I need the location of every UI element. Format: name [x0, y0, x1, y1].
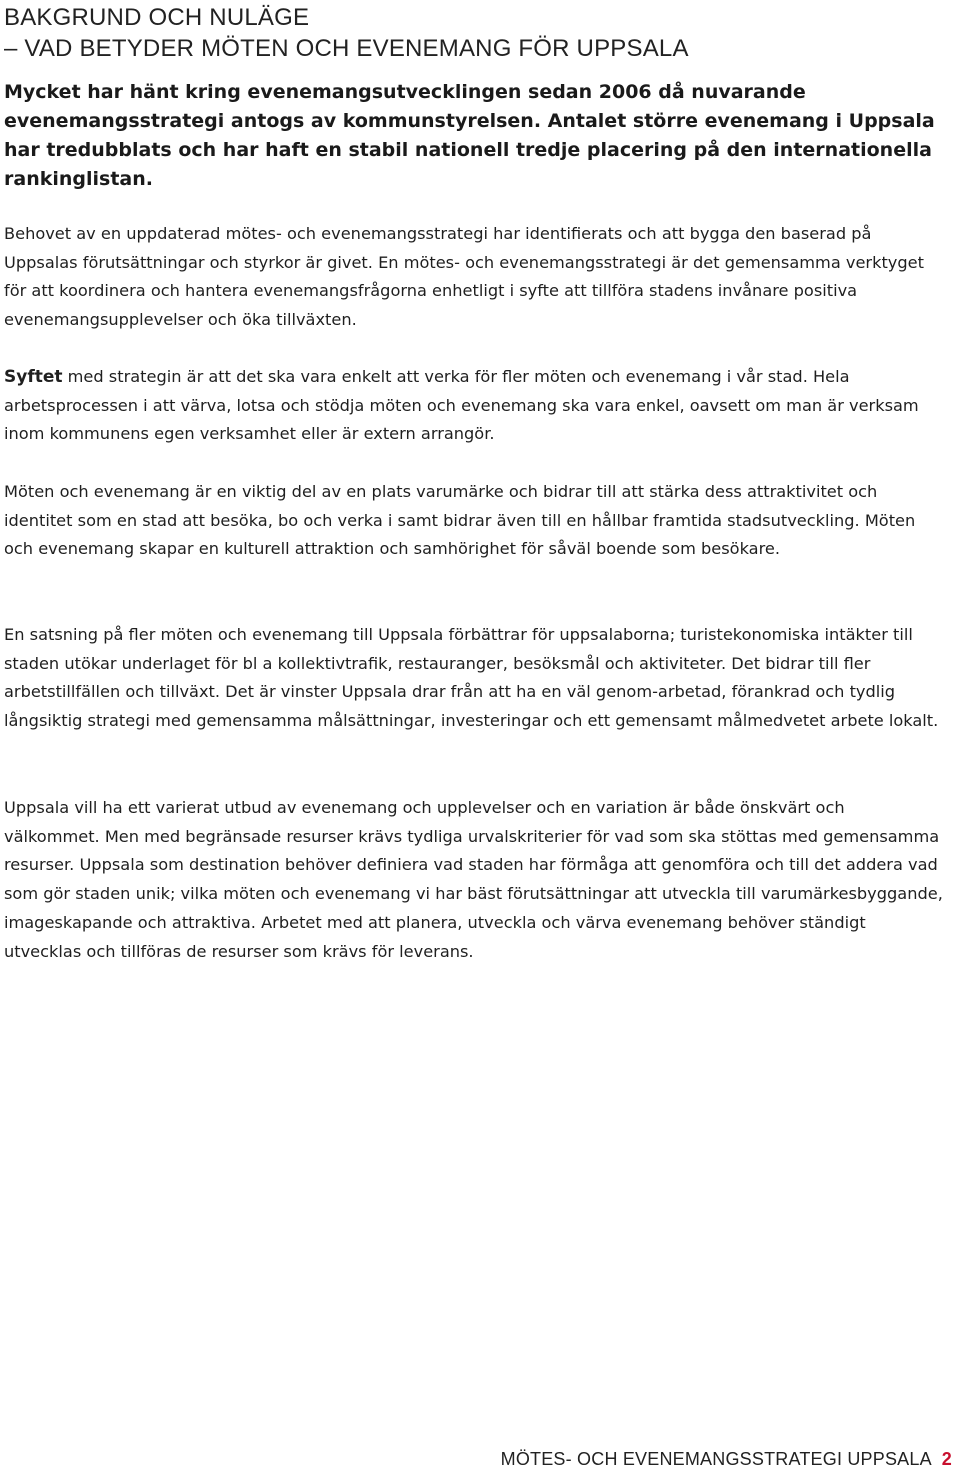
heading-line-2: – VAD BETYDER MÖTEN OCH EVENEMANG FÖR UPPSALA [4, 35, 689, 62]
body-paragraph-5: Uppsala vill ha ett varierat utbud av evenemang och upplevelser och en variation är både önskvärt och välkommet. Men med begränsade resurser krävs tydliga urvalskriterier för vad som ska stöttas med gemensamma resurser. Uppsala som destination behöver definiera vad staden har förmåga att genomföra och till det addera vad som gör staden unik; vilka möten och evenemang vi har bäst förutsättningar att utveckla till varumärkesbyggande, imageskapande och attraktiva. Arbetet med att planera, utveckla och värva evenemang behöver ständigt utvecklas och tillföras de resurser som krävs för leverans. [4, 798, 943, 961]
body-paragraph-2-text: med strategin är att det ska vara enkelt att verka för fler möten och evenemang i vår stad. Hela arbetsprocessen i att värva, lotsa och stödja möten och evenemang ska vara enkel, oavsett om man är verksam inom kommunens egen verksamhet eller är extern arrangör. [4, 367, 919, 444]
lead-paragraph: Mycket har hänt kring evenemangsutvecklingen sedan 2006 då nuvarande evenemangsstrategi antogs av kommunstyrelsen. Antalet större evenemang i Uppsala har tredubblats och har haft en stabil nationell tredje placering på den internationella rankinglistan. [4, 81, 935, 190]
body-paragraph-4: En satsning på fler möten och evenemang till Uppsala förbättrar för uppsalaborna; turistekonomiska intäkter till staden utökar underlaget för bl a kollektivtrafik, restauranger, besöksmål och aktiviteter. Det bidrar till fler arbetstillfällen och tillväxt. Det är vinster Uppsala drar från att ha en väl genom-arbetad, förankrad och tydlig långsiktig strategi med gemensamma målsättningar, investeringar och ett gemensamt målmedvetet arbete lokalt. [4, 625, 939, 731]
page-number: 2 [941, 1449, 952, 1469]
body-paragraph-2 [4, 363, 944, 449]
section-heading [4, 0, 944, 64]
body-paragraph-3: Möten och evenemang är en viktig del av en plats varumärke och bidrar till att stärka dess attraktivitet och identitet som en stad att besöka, bo och verka i samt bidrar även till en hållbar framtida stadsutveckling. Möten och evenemang skapar en kulturell attraktion och samhörighet för såväl boende som besökare. [4, 482, 916, 559]
page-footer [501, 1448, 952, 1470]
syftet-emphasis: Syftet [4, 367, 63, 387]
body-paragraph-1: Behovet av en uppdaterad mötes- och evenemangsstrategi har identifierats och att bygga den baserad på Uppsalas förutsättningar och styrkor är givet. En mötes- och evenemangsstrategi är det gemensamma verktyget för att koordinera och hantera evenemangsfrågorna enhetligt i syfte att tillföra stadens invånare positiva evenemangsupplevelser och öka tillväxten. [4, 224, 924, 330]
heading-line-1: BAKGRUND OCH NULÄGE [4, 4, 310, 31]
footer-title: MÖTES- OCH EVENEMANGSSTRATEGI UPPSALA [500, 1449, 932, 1469]
document-page [4, 0, 944, 961]
